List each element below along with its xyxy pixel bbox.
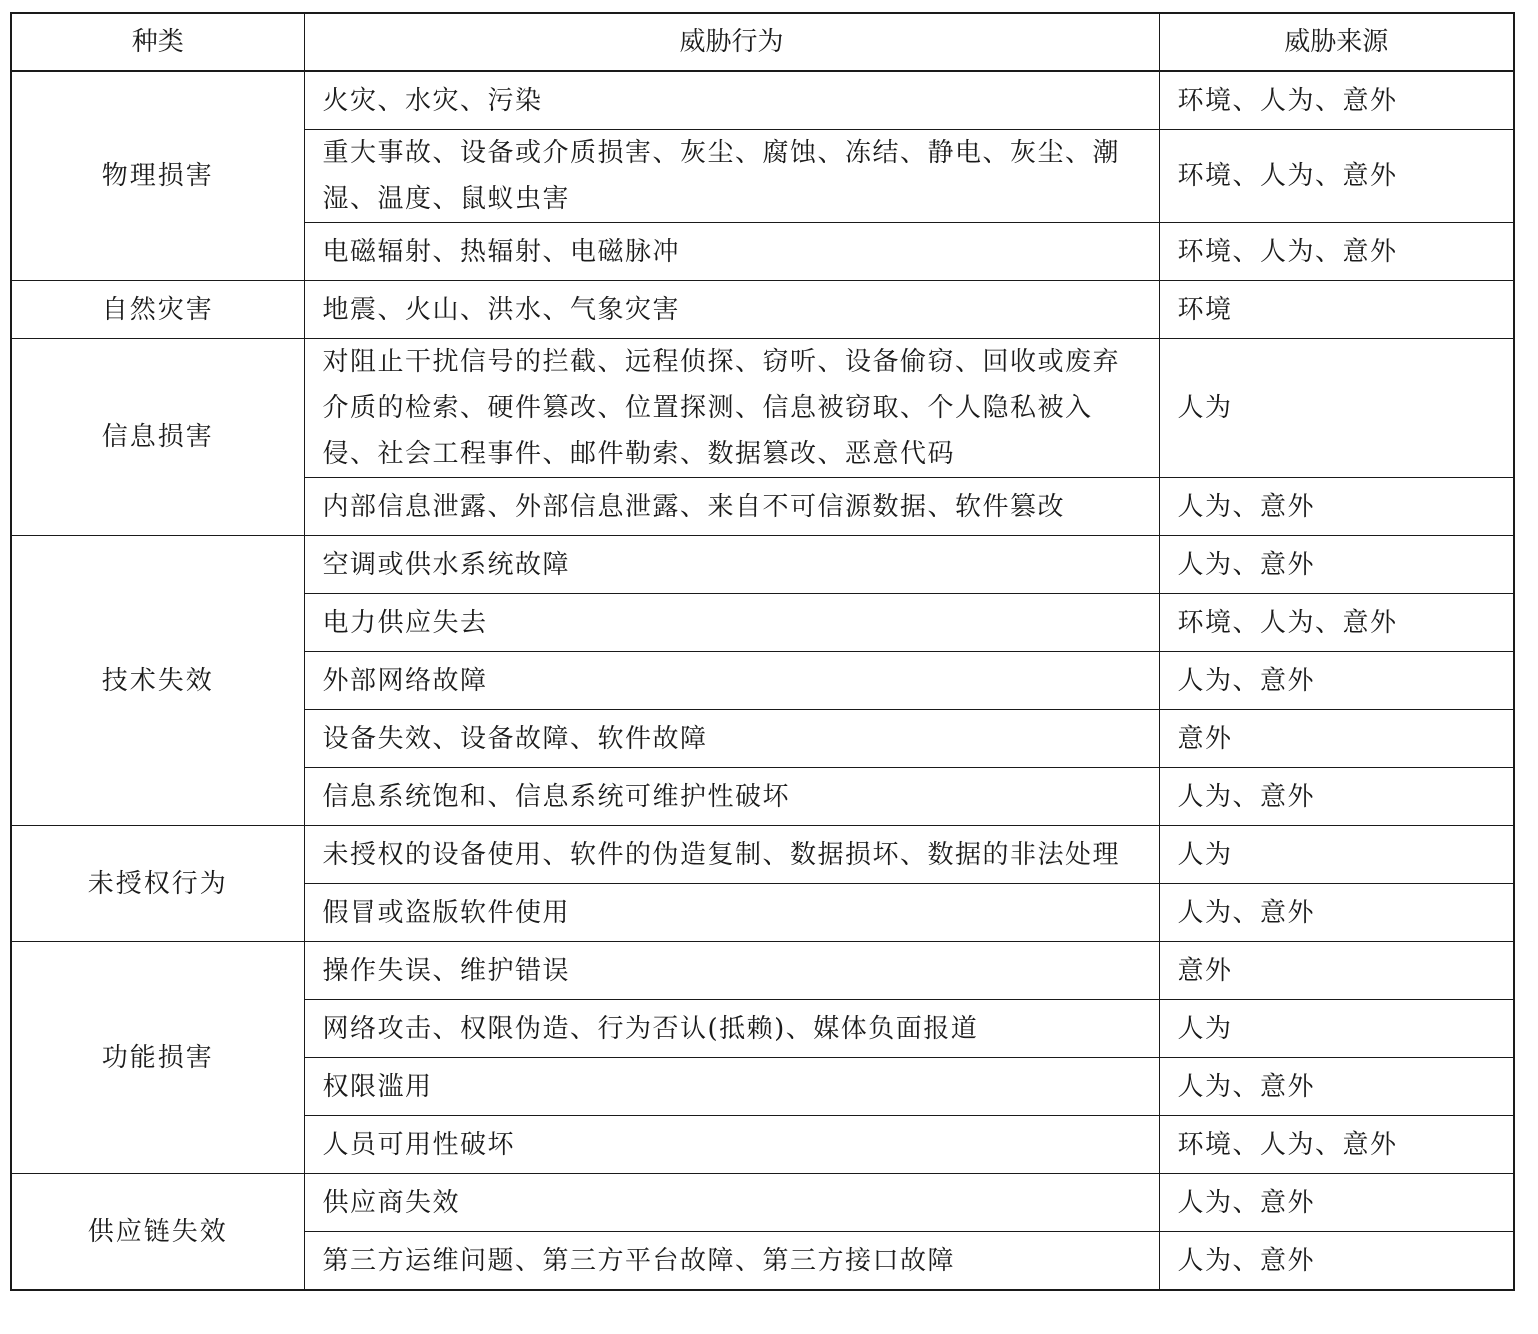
source-cell: 人为 [1159, 339, 1514, 478]
behavior-cell: 电力供应失去 [304, 594, 1159, 652]
behavior-cell: 假冒或盗版软件使用 [304, 884, 1159, 942]
header-source: 威胁来源 [1159, 13, 1514, 71]
source-cell: 环境、人为、意外 [1159, 594, 1514, 652]
source-cell: 人为、意外 [1159, 478, 1514, 536]
source-cell: 环境、人为、意外 [1159, 130, 1514, 223]
behavior-cell: 权限滥用 [304, 1058, 1159, 1116]
behavior-cell: 操作失误、维护错误 [304, 942, 1159, 1000]
table-row [11, 826, 1514, 884]
source-cell: 人为、意外 [1159, 1058, 1514, 1116]
header-behavior: 威胁行为 [304, 13, 1159, 71]
category-cell: 功能损害 [11, 942, 304, 1174]
table-header [11, 13, 1514, 71]
category-cell: 物理损害 [11, 71, 304, 281]
behavior-cell: 供应商失效 [304, 1174, 1159, 1232]
source-cell: 人为、意外 [1159, 884, 1514, 942]
table-row [11, 1174, 1514, 1232]
source-cell: 人为 [1159, 826, 1514, 884]
behavior-cell: 电磁辐射、热辐射、电磁脉冲 [304, 223, 1159, 281]
behavior-cell: 空调或供水系统故障 [304, 536, 1159, 594]
behavior-cell: 第三方运维问题、第三方平台故障、第三方接口故障 [304, 1232, 1159, 1291]
source-cell: 意外 [1159, 710, 1514, 768]
behavior-cell: 未授权的设备使用、软件的伪造复制、数据损坏、数据的非法处理 [304, 826, 1159, 884]
source-cell: 人为、意外 [1159, 536, 1514, 594]
behavior-cell: 内部信息泄露、外部信息泄露、来自不可信源数据、软件篡改 [304, 478, 1159, 536]
source-cell: 意外 [1159, 942, 1514, 1000]
source-cell: 环境、人为、意外 [1159, 1116, 1514, 1174]
table-row [11, 339, 1514, 478]
source-cell: 人为 [1159, 1000, 1514, 1058]
behavior-cell: 人员可用性破坏 [304, 1116, 1159, 1174]
category-cell: 技术失效 [11, 536, 304, 826]
behavior-cell: 外部网络故障 [304, 652, 1159, 710]
behavior-cell: 网络攻击、权限伪造、行为否认(抵赖)、媒体负面报道 [304, 1000, 1159, 1058]
behavior-cell: 信息系统饱和、信息系统可维护性破坏 [304, 768, 1159, 826]
table-row [11, 536, 1514, 594]
source-cell: 人为、意外 [1159, 1232, 1514, 1291]
category-cell: 自然灾害 [11, 281, 304, 339]
behavior-cell: 对阻止干扰信号的拦截、远程侦探、窃听、设备偷窃、回收或废弃介质的检索、硬件篡改、位置探测、信息被窃取、个人隐私被入侵、社会工程事件、邮件勒索、数据篡改、恶意代码 [304, 339, 1159, 478]
source-cell: 环境 [1159, 281, 1514, 339]
behavior-cell: 重大事故、设备或介质损害、灰尘、腐蚀、冻结、静电、灰尘、潮湿、温度、鼠蚁虫害 [304, 130, 1159, 223]
table-row [11, 942, 1514, 1000]
source-cell: 人为、意外 [1159, 768, 1514, 826]
behavior-cell: 设备失效、设备故障、软件故障 [304, 710, 1159, 768]
category-cell: 供应链失效 [11, 1174, 304, 1291]
source-cell: 人为、意外 [1159, 652, 1514, 710]
behavior-cell: 地震、火山、洪水、气象灾害 [304, 281, 1159, 339]
source-cell: 环境、人为、意外 [1159, 223, 1514, 281]
behavior-cell: 火灾、水灾、污染 [304, 71, 1159, 130]
table-row [11, 281, 1514, 339]
source-cell: 人为、意外 [1159, 1174, 1514, 1232]
table-row [11, 71, 1514, 130]
category-cell: 未授权行为 [11, 826, 304, 942]
header-row [11, 13, 1514, 71]
table-body [11, 71, 1514, 1290]
threat-table [10, 12, 1515, 1291]
header-category: 种类 [11, 13, 304, 71]
source-cell: 环境、人为、意外 [1159, 71, 1514, 130]
category-cell: 信息损害 [11, 339, 304, 536]
